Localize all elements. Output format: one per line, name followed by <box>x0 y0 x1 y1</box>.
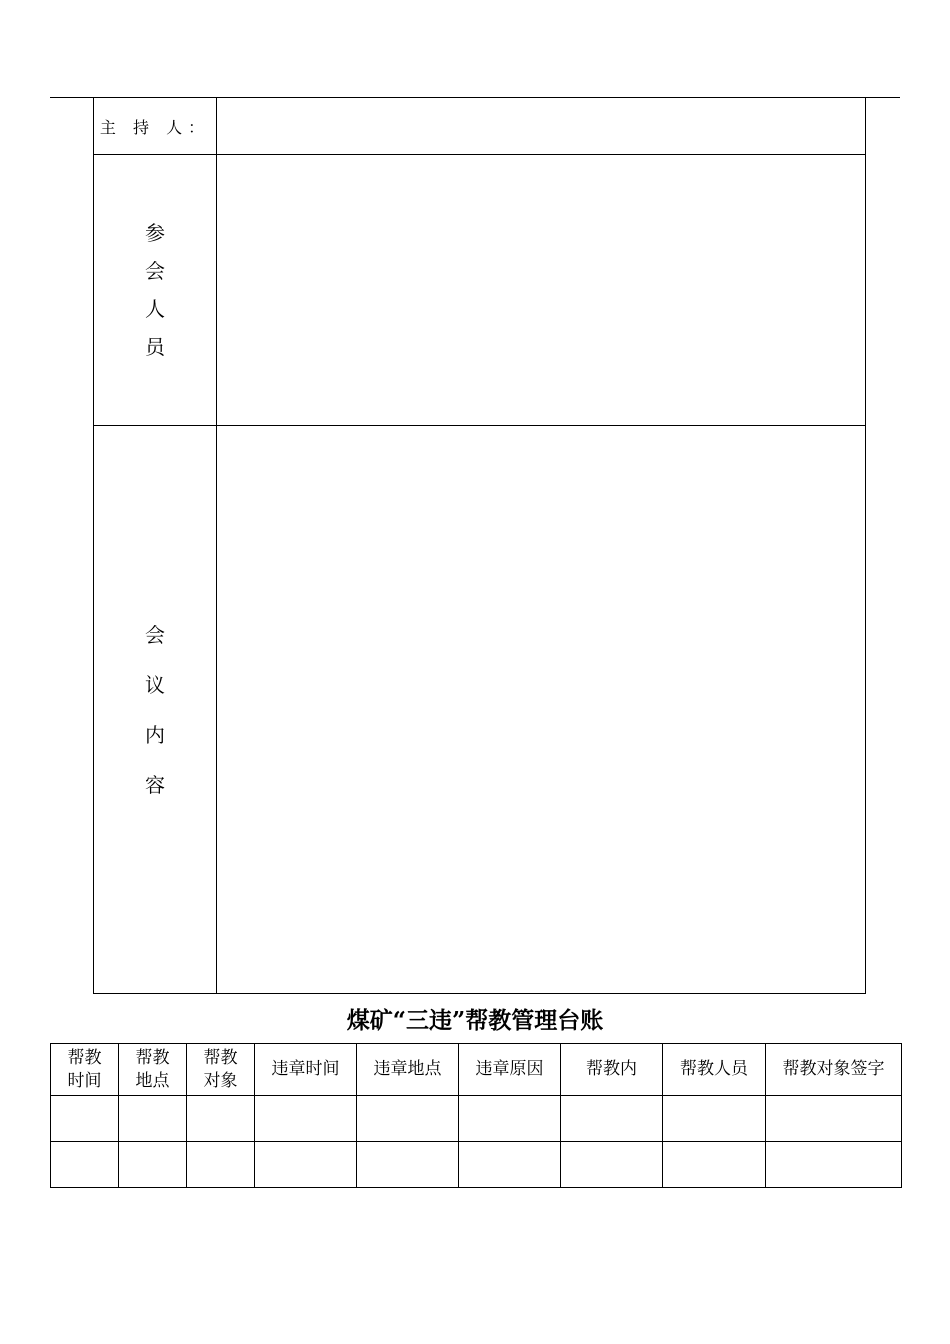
content-label-char: 容 <box>145 772 165 797</box>
content-label-char: 内 <box>145 722 165 747</box>
ledger-column-header-text: 违章原因 <box>475 1059 544 1079</box>
host-label: 主 持 人： <box>94 98 217 155</box>
ledger-column-header <box>766 1044 902 1096</box>
ledger-column-header <box>459 1044 561 1096</box>
ledger-column-header <box>187 1044 255 1096</box>
ledger-column-header-text: 帮教 <box>67 1047 102 1068</box>
ledger-column-header-text: 对象 <box>203 1070 238 1091</box>
ledger-cell[interactable] <box>255 1096 357 1142</box>
attendees-label-char: 会 <box>145 259 165 283</box>
ledger-cell[interactable] <box>255 1142 357 1188</box>
ledger-cell[interactable] <box>51 1142 119 1188</box>
ledger-cell[interactable] <box>663 1142 766 1188</box>
ledger-row <box>51 1142 902 1188</box>
ledger-cell[interactable] <box>187 1142 255 1188</box>
content-row <box>94 426 866 994</box>
ledger-table <box>50 1043 902 1188</box>
ledger-title: 煤矿“三违”帮教管理台账 <box>346 1007 604 1034</box>
host-row <box>94 98 866 155</box>
ledger-cell[interactable] <box>766 1096 902 1142</box>
header-rule-right <box>864 97 900 98</box>
ledger-cell[interactable] <box>187 1096 255 1142</box>
attendees-label-char: 人 <box>145 297 165 321</box>
ledger-cell[interactable] <box>119 1096 187 1142</box>
ledger-column-header-text: 违章地点 <box>373 1059 442 1079</box>
ledger-cell[interactable] <box>357 1096 459 1142</box>
attendees-label-char: 员 <box>145 335 165 359</box>
ledger-column-header <box>255 1044 357 1096</box>
ledger-column-header-text: 帮教内 <box>586 1059 637 1079</box>
ledger-column-header-text: 帮教 <box>135 1047 170 1068</box>
ledger-cell[interactable] <box>459 1096 561 1142</box>
ledger-column-header-text: 帮教 <box>203 1047 238 1068</box>
ledger-cell[interactable] <box>663 1096 766 1142</box>
ledger-column-header-text: 时间 <box>67 1070 102 1091</box>
ledger-column-header <box>51 1044 119 1096</box>
header-rule-left <box>50 97 94 98</box>
ledger-column-header-text: 帮教人员 <box>680 1059 748 1079</box>
ledger-cell[interactable] <box>51 1096 119 1142</box>
ledger-cell[interactable] <box>561 1096 663 1142</box>
content-label-char: 议 <box>145 672 165 697</box>
ledger-cell[interactable] <box>561 1142 663 1188</box>
ledger-row <box>51 1096 902 1142</box>
ledger-cell[interactable] <box>357 1142 459 1188</box>
ledger-cell[interactable] <box>119 1142 187 1188</box>
ledger-column-header-text: 违章时间 <box>271 1059 340 1079</box>
attendees-field[interactable] <box>217 155 866 426</box>
attendees-row <box>94 155 866 426</box>
ledger-cell[interactable] <box>766 1142 902 1188</box>
ledger-column-header-text: 帮教对象签字 <box>782 1059 885 1079</box>
ledger-cell[interactable] <box>459 1142 561 1188</box>
meeting-content-field[interactable] <box>217 426 866 994</box>
ledger-header-row <box>51 1044 902 1096</box>
content-label-char: 会 <box>145 622 165 647</box>
meeting-record-form <box>93 97 866 994</box>
ledger-column-header-text: 地点 <box>135 1070 170 1091</box>
ledger-column-header <box>119 1044 187 1096</box>
ledger-column-header <box>357 1044 459 1096</box>
host-field[interactable] <box>217 98 866 155</box>
ledger-column-header <box>663 1044 766 1096</box>
attendees-label <box>94 155 217 426</box>
attendees-label-char: 参 <box>145 221 165 245</box>
meeting-content-label <box>94 426 217 994</box>
ledger-column-header <box>561 1044 663 1096</box>
